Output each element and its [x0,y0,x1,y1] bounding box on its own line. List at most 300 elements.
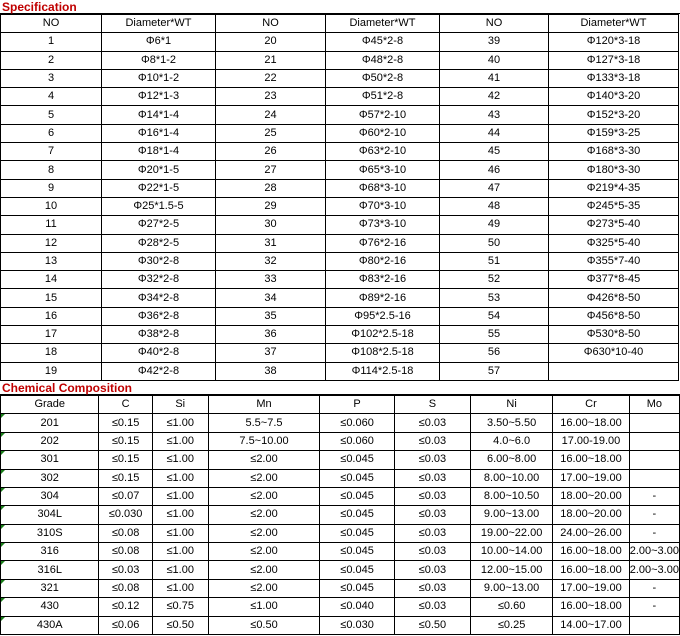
chem-cell[interactable] [208,506,320,524]
spec-cell[interactable] [1,69,102,87]
cell-text: 49 [487,218,501,231]
spec-cell[interactable] [440,161,549,179]
spec-cell[interactable] [440,216,549,234]
cell-text: 5 [47,108,55,121]
cell-text: 304 [40,490,59,503]
chem-cell[interactable] [394,451,470,469]
chem-cell[interactable] [99,598,152,616]
spec-cell[interactable] [102,51,216,69]
spec-header-cell[interactable]: NO [216,15,326,33]
spec-cell[interactable] [326,143,440,161]
spec-cell[interactable] [549,88,679,106]
spec-cell[interactable] [326,362,440,380]
chem-cell[interactable] [208,561,320,579]
chem-cell[interactable] [553,616,629,634]
cell-marker-icon [1,433,5,437]
chemical-composition-table [0,395,680,635]
chem-cell[interactable] [320,432,394,450]
spec-cell[interactable] [440,106,549,124]
spec-header-cell[interactable]: Diameter*WT [102,15,216,33]
cell-text: 304L [37,508,62,521]
chem-cell[interactable] [553,414,629,432]
spec-cell[interactable] [216,179,326,197]
chem-cell[interactable] [629,432,679,450]
chem-cell[interactable] [208,598,320,616]
spec-cell[interactable] [549,234,679,252]
spec-cell[interactable] [102,33,216,51]
cell-text: ≤0.03 [418,453,447,466]
chem-cell[interactable] [394,543,470,561]
chem-cell[interactable] [320,543,394,561]
spec-cell[interactable] [440,197,549,215]
spec-cell[interactable] [549,271,679,289]
chem-cell[interactable] [1,432,99,450]
cell-text: Φ51*2-8 [361,90,404,103]
chem-cell[interactable] [629,598,679,616]
spec-cell[interactable] [549,289,679,307]
spec-cell[interactable] [440,88,549,106]
chem-cell[interactable] [1,451,99,469]
chem-header-cell[interactable]: Grade [1,395,99,413]
chem-cell[interactable] [1,616,99,634]
cell-text: Φ83*2-16 [358,273,407,286]
table-row [1,579,680,597]
chem-header-cell[interactable]: Ni [470,395,552,413]
chem-cell[interactable] [152,616,208,634]
cell-text: - [652,582,657,595]
spec-cell[interactable] [326,344,440,362]
chem-cell[interactable] [208,451,320,469]
spec-cell[interactable] [102,179,216,197]
chem-cell[interactable] [99,561,152,579]
cell-text: 6 [47,126,55,139]
spec-header-cell[interactable]: NO [440,15,549,33]
chem-cell[interactable] [394,561,470,579]
cell-text: ≤1.00 [166,582,194,595]
spec-cell[interactable] [216,307,326,325]
spec-cell[interactable] [549,33,679,51]
spec-cell[interactable] [326,88,440,106]
spec-cell[interactable] [440,124,549,142]
spec-cell[interactable] [326,197,440,215]
cell-text: Φ27*2-5 [137,218,180,231]
chem-header-cell[interactable]: Mo [629,395,679,413]
chem-cell[interactable] [320,598,394,616]
chem-cell[interactable] [629,469,679,487]
cell-text: ≤0.15 [111,434,140,447]
cell-text: ≤0.08 [111,545,140,558]
chem-cell[interactable] [629,506,679,524]
chem-cell[interactable] [99,451,152,469]
spec-cell[interactable] [102,143,216,161]
chem-cell[interactable] [629,451,679,469]
cell-marker-icon [1,488,5,492]
spec-cell[interactable] [102,197,216,215]
spec-cell[interactable] [1,252,102,270]
chem-cell[interactable] [320,616,394,634]
spec-cell[interactable] [326,326,440,344]
chem-cell[interactable] [152,469,208,487]
chem-header-cell[interactable]: Si [152,395,208,413]
spec-cell[interactable] [216,197,326,215]
chem-cell[interactable] [99,616,152,634]
cell-text: ≤0.03 [418,526,447,539]
cell-text: 27 [264,163,277,176]
spec-cell[interactable] [326,161,440,179]
chem-cell[interactable] [1,579,99,597]
cell-text: ≤0.03 [418,508,447,521]
spec-cell[interactable] [549,344,679,362]
spec-cell[interactable] [549,106,679,124]
spec-cell[interactable] [549,252,679,270]
spec-cell[interactable] [326,252,440,270]
spec-header-cell[interactable]: NO [1,15,102,33]
cell-text: 16.00~18.00 [560,600,622,613]
chem-cell[interactable] [320,487,394,505]
chem-cell[interactable] [470,561,552,579]
cell-text: 10 [44,200,58,213]
spec-cell[interactable] [102,362,216,380]
chem-cell[interactable] [553,487,629,505]
chem-cell[interactable] [152,506,208,524]
spec-cell[interactable] [1,344,102,362]
spec-cell[interactable] [102,271,216,289]
chem-cell[interactable] [470,524,552,542]
chem-cell[interactable] [208,579,320,597]
spec-cell[interactable] [216,88,326,106]
spec-cell[interactable] [326,307,440,325]
spec-cell[interactable] [1,216,102,234]
chem-cell[interactable] [470,432,552,450]
chem-cell[interactable] [1,487,99,505]
cell-text: Φ456*8-50 [586,309,641,322]
chem-cell[interactable] [470,414,552,432]
spec-cell[interactable] [440,326,549,344]
chem-cell[interactable] [394,506,470,524]
chem-cell[interactable] [208,543,320,561]
cell-text: Φ18*1-4 [137,145,180,158]
cell-text: ≤1.00 [166,490,194,503]
chem-cell[interactable] [470,598,552,616]
spec-cell[interactable] [326,289,440,307]
cell-text: 19 [44,364,58,377]
spec-cell[interactable] [326,51,440,69]
spec-cell[interactable] [549,124,679,142]
spec-cell[interactable] [1,362,102,380]
cell-text: Φ34*2-8 [137,291,180,304]
spec-cell[interactable] [326,234,440,252]
cell-text: 25 [264,126,277,139]
chem-cell[interactable] [1,506,99,524]
cell-text: Φ68*3-10 [358,181,407,194]
spec-cell[interactable] [549,143,679,161]
chem-cell[interactable] [553,561,629,579]
cell-text: ≤2.00 [250,563,278,576]
chemical-composition-title: Chemical Composition [0,381,680,395]
cell-text: 7.5~10.00 [239,434,289,447]
chem-cell[interactable] [320,451,394,469]
chem-cell[interactable] [99,432,152,450]
spec-cell[interactable] [102,307,216,325]
cell-text: 8.00~10.00 [483,471,540,484]
spec-cell[interactable] [102,216,216,234]
spec-cell[interactable] [440,69,549,87]
spec-cell[interactable] [1,88,102,106]
chem-cell[interactable] [208,524,320,542]
spec-cell[interactable] [440,33,549,51]
spec-cell[interactable] [102,326,216,344]
chem-cell[interactable] [470,469,552,487]
cell-text: 45 [487,145,501,158]
chem-cell[interactable] [629,524,679,542]
cell-text: ≤0.03 [418,582,447,595]
chem-cell[interactable] [394,598,470,616]
chem-cell[interactable] [1,469,99,487]
spec-cell[interactable] [440,179,549,197]
chem-cell[interactable] [553,579,629,597]
spec-cell[interactable] [440,143,549,161]
spec-cell[interactable] [326,33,440,51]
spec-cell[interactable] [549,307,679,325]
spec-cell[interactable] [1,271,102,289]
spec-cell[interactable] [216,161,326,179]
spec-cell[interactable] [549,216,679,234]
cell-text: 2.00~3.00 [629,545,679,558]
chem-cell[interactable] [208,432,320,450]
chem-cell[interactable] [208,414,320,432]
table-row [1,432,680,450]
spec-cell[interactable] [549,69,679,87]
chem-cell[interactable] [470,451,552,469]
cell-text: ≤0.50 [250,618,278,631]
chem-cell[interactable] [99,469,152,487]
chem-cell[interactable] [394,579,470,597]
chem-cell[interactable] [629,487,679,505]
spec-cell[interactable] [102,252,216,270]
chem-cell[interactable] [320,469,394,487]
cell-text: Φ140*3-20 [586,90,641,103]
chem-cell[interactable] [553,506,629,524]
chem-cell[interactable] [152,561,208,579]
cell-text: 32 [264,255,277,267]
chem-cell[interactable] [629,579,679,597]
spec-cell[interactable] [326,124,440,142]
cell-text: 26 [264,145,277,158]
chem-cell[interactable] [629,616,679,634]
chem-cell[interactable] [553,432,629,450]
cell-text: ≤0.15 [111,471,140,484]
spec-cell[interactable] [1,124,102,142]
chem-cell[interactable] [394,414,470,432]
spec-cell[interactable] [216,33,326,51]
spec-cell[interactable] [1,326,102,344]
spec-cell[interactable] [440,362,549,380]
spec-cell[interactable] [549,362,679,380]
spec-cell[interactable] [216,326,326,344]
chem-cell[interactable] [1,561,99,579]
chem-cell[interactable] [99,524,152,542]
cell-text: ≤2.00 [250,490,278,503]
chem-cell[interactable] [470,579,552,597]
spec-cell[interactable] [216,344,326,362]
chem-cell[interactable] [152,524,208,542]
chem-cell[interactable] [629,561,679,579]
chem-cell[interactable] [152,487,208,505]
chem-cell[interactable] [320,561,394,579]
spec-cell[interactable] [549,161,679,179]
chem-cell[interactable] [152,598,208,616]
chem-cell[interactable] [394,487,470,505]
chem-cell[interactable] [152,543,208,561]
spec-cell[interactable] [102,124,216,142]
cell-text: 52 [487,273,501,286]
chem-header-cell[interactable]: Mn [208,395,320,413]
chem-cell[interactable] [99,414,152,432]
spec-cell[interactable] [326,216,440,234]
cell-text: Φ42*2-8 [137,364,180,377]
spec-cell[interactable] [1,307,102,325]
spec-cell[interactable] [102,289,216,307]
chem-cell[interactable] [99,579,152,597]
spec-header-row [1,15,679,33]
chem-cell[interactable] [152,451,208,469]
cell-text: 316 [40,545,59,558]
chem-cell[interactable] [99,543,152,561]
spec-cell[interactable] [440,344,549,362]
chem-cell[interactable] [320,414,394,432]
spec-cell[interactable] [326,69,440,87]
chem-cell[interactable] [394,432,470,450]
chem-cell[interactable] [99,487,152,505]
spec-header-cell[interactable]: Diameter*WT [326,15,440,33]
cell-text: Φ12*1-3 [137,90,180,103]
chem-cell[interactable] [320,579,394,597]
cell-text: ≤1.00 [250,600,278,613]
spec-cell[interactable] [440,271,549,289]
chem-cell[interactable] [553,543,629,561]
spec-cell[interactable] [440,307,549,325]
spec-cell[interactable] [1,289,102,307]
chem-cell[interactable] [208,469,320,487]
spec-cell[interactable] [549,51,679,69]
spec-cell[interactable] [1,143,102,161]
cell-text: - [652,490,657,503]
spec-cell[interactable] [102,106,216,124]
chem-header-cell[interactable]: Cr [553,395,629,413]
chem-cell[interactable] [553,451,629,469]
cell-text: Φ530*8-50 [586,328,641,341]
chem-cell[interactable] [208,616,320,634]
spec-cell[interactable] [216,234,326,252]
chem-header-cell[interactable]: C [99,395,152,413]
spec-cell[interactable] [1,161,102,179]
spec-cell[interactable] [326,271,440,289]
cell-text: 8 [47,163,55,176]
chem-cell[interactable] [629,543,679,561]
cell-text: ≤0.50 [418,618,447,631]
cell-text: 2 [47,53,55,66]
spec-cell[interactable] [549,179,679,197]
spec-cell[interactable] [102,161,216,179]
cell-text: 201 [40,416,59,429]
spec-cell[interactable] [326,179,440,197]
chem-cell[interactable] [470,616,552,634]
spec-cell[interactable] [440,234,549,252]
chem-cell[interactable] [394,616,470,634]
chem-cell[interactable] [320,506,394,524]
spec-cell[interactable] [1,106,102,124]
chem-cell[interactable] [470,487,552,505]
chem-cell[interactable] [1,598,99,616]
cell-text: 9.00~13.00 [483,582,540,595]
spec-cell[interactable] [1,234,102,252]
chem-cell[interactable] [1,543,99,561]
cell-text: Φ36*2-8 [137,309,180,322]
spec-cell[interactable] [216,143,326,161]
spec-cell[interactable] [216,362,326,380]
spec-header-cell[interactable]: Diameter*WT [549,15,679,33]
chem-cell[interactable] [553,469,629,487]
chem-cell[interactable] [320,524,394,542]
spec-cell[interactable] [1,33,102,51]
chem-cell[interactable] [394,524,470,542]
cell-text: 13 [44,255,58,267]
spec-cell[interactable] [102,69,216,87]
spec-cell[interactable] [216,252,326,270]
spec-cell[interactable] [1,51,102,69]
spec-cell[interactable] [216,289,326,307]
chem-cell[interactable] [1,414,99,432]
cell-text: ≤0.07 [111,490,140,503]
spec-cell[interactable] [102,234,216,252]
chem-header-cell[interactable]: P [320,395,394,413]
chem-cell[interactable] [152,579,208,597]
chem-cell[interactable] [1,524,99,542]
chem-cell[interactable] [394,469,470,487]
spec-cell[interactable] [216,51,326,69]
spec-cell[interactable] [216,271,326,289]
spec-cell[interactable] [1,197,102,215]
chem-header-cell[interactable]: S [394,395,470,413]
chem-cell[interactable] [152,414,208,432]
spec-cell[interactable] [1,179,102,197]
cell-text: Φ45*2-8 [361,35,404,48]
spec-cell[interactable] [102,344,216,362]
cell-text: 48 [487,200,501,213]
spec-cell[interactable] [326,106,440,124]
spec-cell[interactable] [216,124,326,142]
chem-cell[interactable] [553,598,629,616]
spec-cell[interactable] [549,326,679,344]
chem-cell[interactable] [470,543,552,561]
cell-text: ≤1.00 [166,416,194,429]
spec-cell[interactable] [549,197,679,215]
chem-cell[interactable] [208,487,320,505]
chem-cell[interactable] [553,524,629,542]
spec-cell[interactable] [440,51,549,69]
spec-cell[interactable] [216,69,326,87]
cell-text: 3 [47,72,55,85]
spec-cell[interactable] [102,88,216,106]
chem-cell[interactable] [99,506,152,524]
spec-cell[interactable] [216,216,326,234]
spec-cell[interactable] [440,252,549,270]
chem-cell[interactable] [629,414,679,432]
spec-cell[interactable] [440,289,549,307]
chem-cell[interactable] [152,432,208,450]
chem-cell[interactable] [470,506,552,524]
spec-cell[interactable] [216,106,326,124]
